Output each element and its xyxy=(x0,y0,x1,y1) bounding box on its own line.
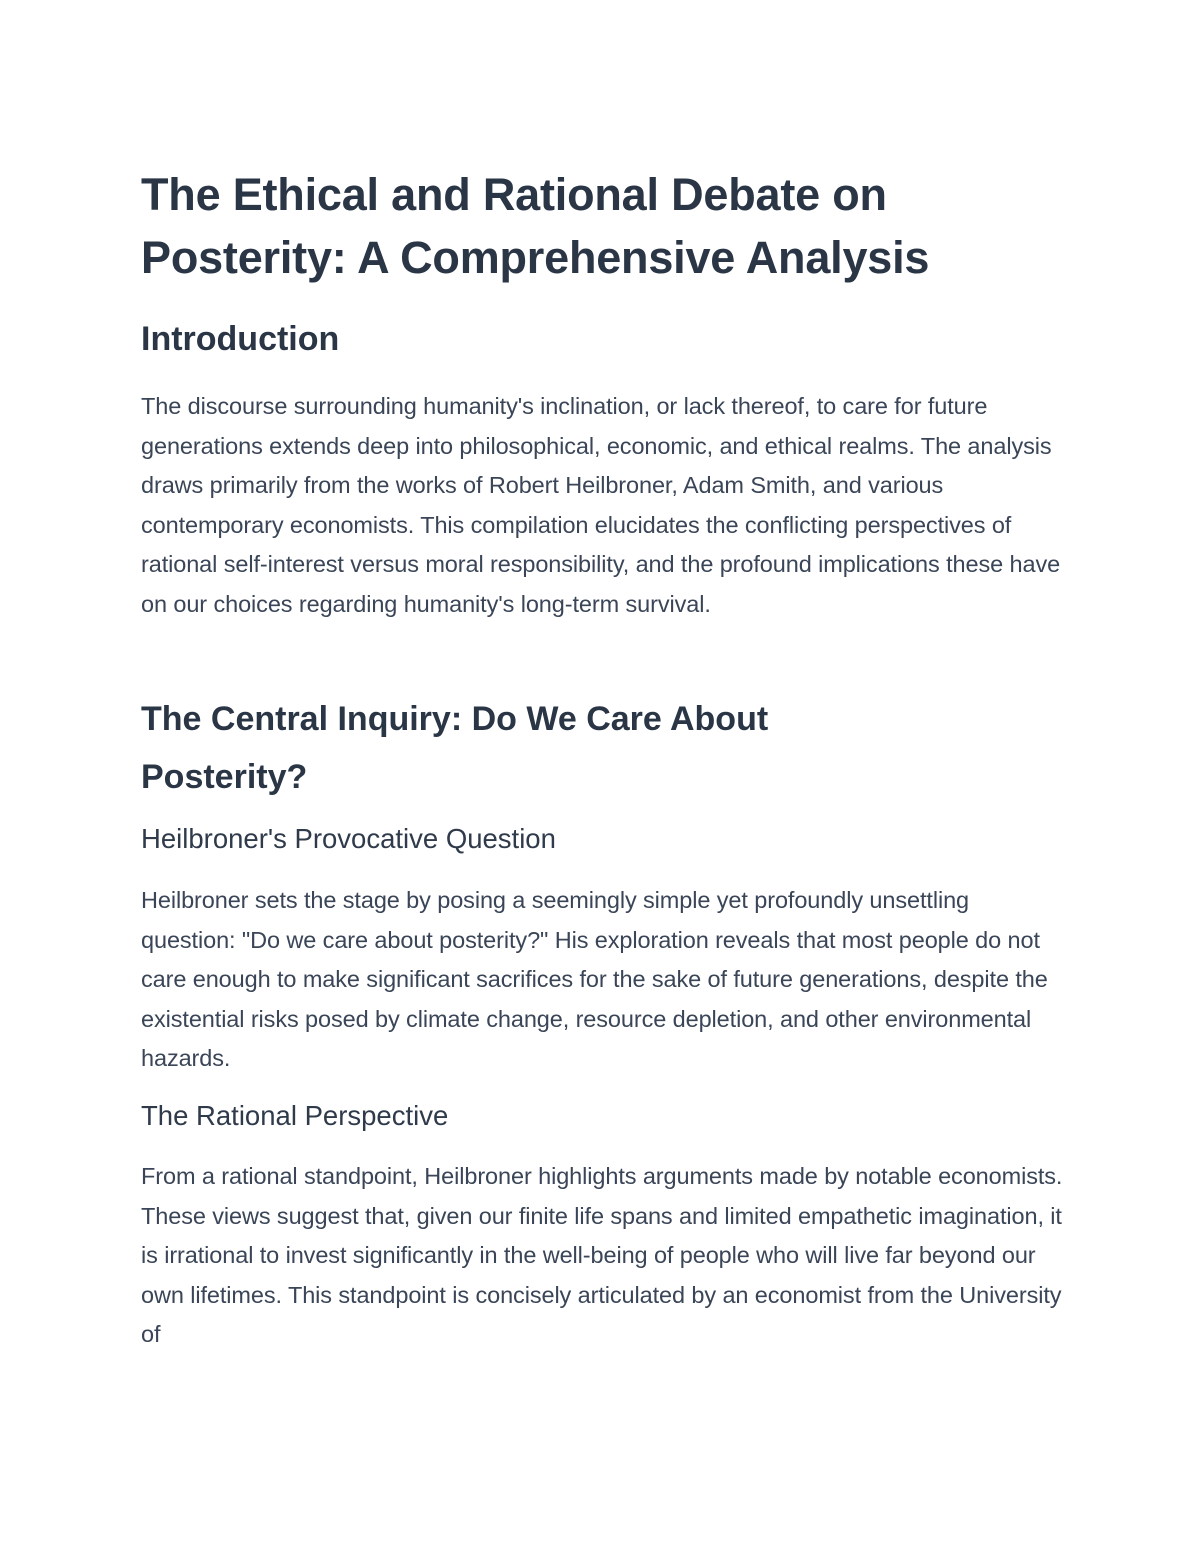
introduction-paragraph: The discourse surrounding humanity's inclination, or lack thereof, to care for future generations extends deep into philosophical, economic, and ethical realms. The analysis draws primarily from the works of Robert Heilbroner, Adam Smith, and various contemporary economists. This compilation elucidates the conflicting perspectives of rational self-interest versus moral responsibility, and the profound implications these have on our choices regarding humanity's long-term survival. xyxy=(141,393,1061,617)
subsection-heading-rational-perspective: The Rational Perspective xyxy=(141,1100,449,1131)
subsection-heading-heilbroner: Heilbroner's Provocative Question xyxy=(141,823,556,854)
rational-perspective-paragraph: From a rational standpoint, Heilbroner highlights arguments made by notable economists. These views suggest that, given our finite life spans and limited empathetic imagination, it is irrational to invest significantly in the well-being of people who will live far beyond our own lifetimes. This standpoint is concisely articulated by an economist from the University of xyxy=(141,1163,1063,1347)
section-heading-central-inquiry: The Central Inquiry: Do We Care About Posterity? xyxy=(141,700,769,796)
heilbroner-paragraph: Heilbroner sets the stage by posing a seemingly simple yet profoundly unsettling question: "Do we care about posterity?" His exploration reveals that most people do not care enough to make significant sacrifices for the sake of future generations, despite the existential risks posed by climate change, resource depletion, and other environmental hazards. xyxy=(141,887,1048,1071)
section-heading-introduction: Introduction xyxy=(141,320,340,358)
document-title: The Ethical and Rational Debate on Posterity: A Comprehensive Analysis xyxy=(141,169,930,283)
